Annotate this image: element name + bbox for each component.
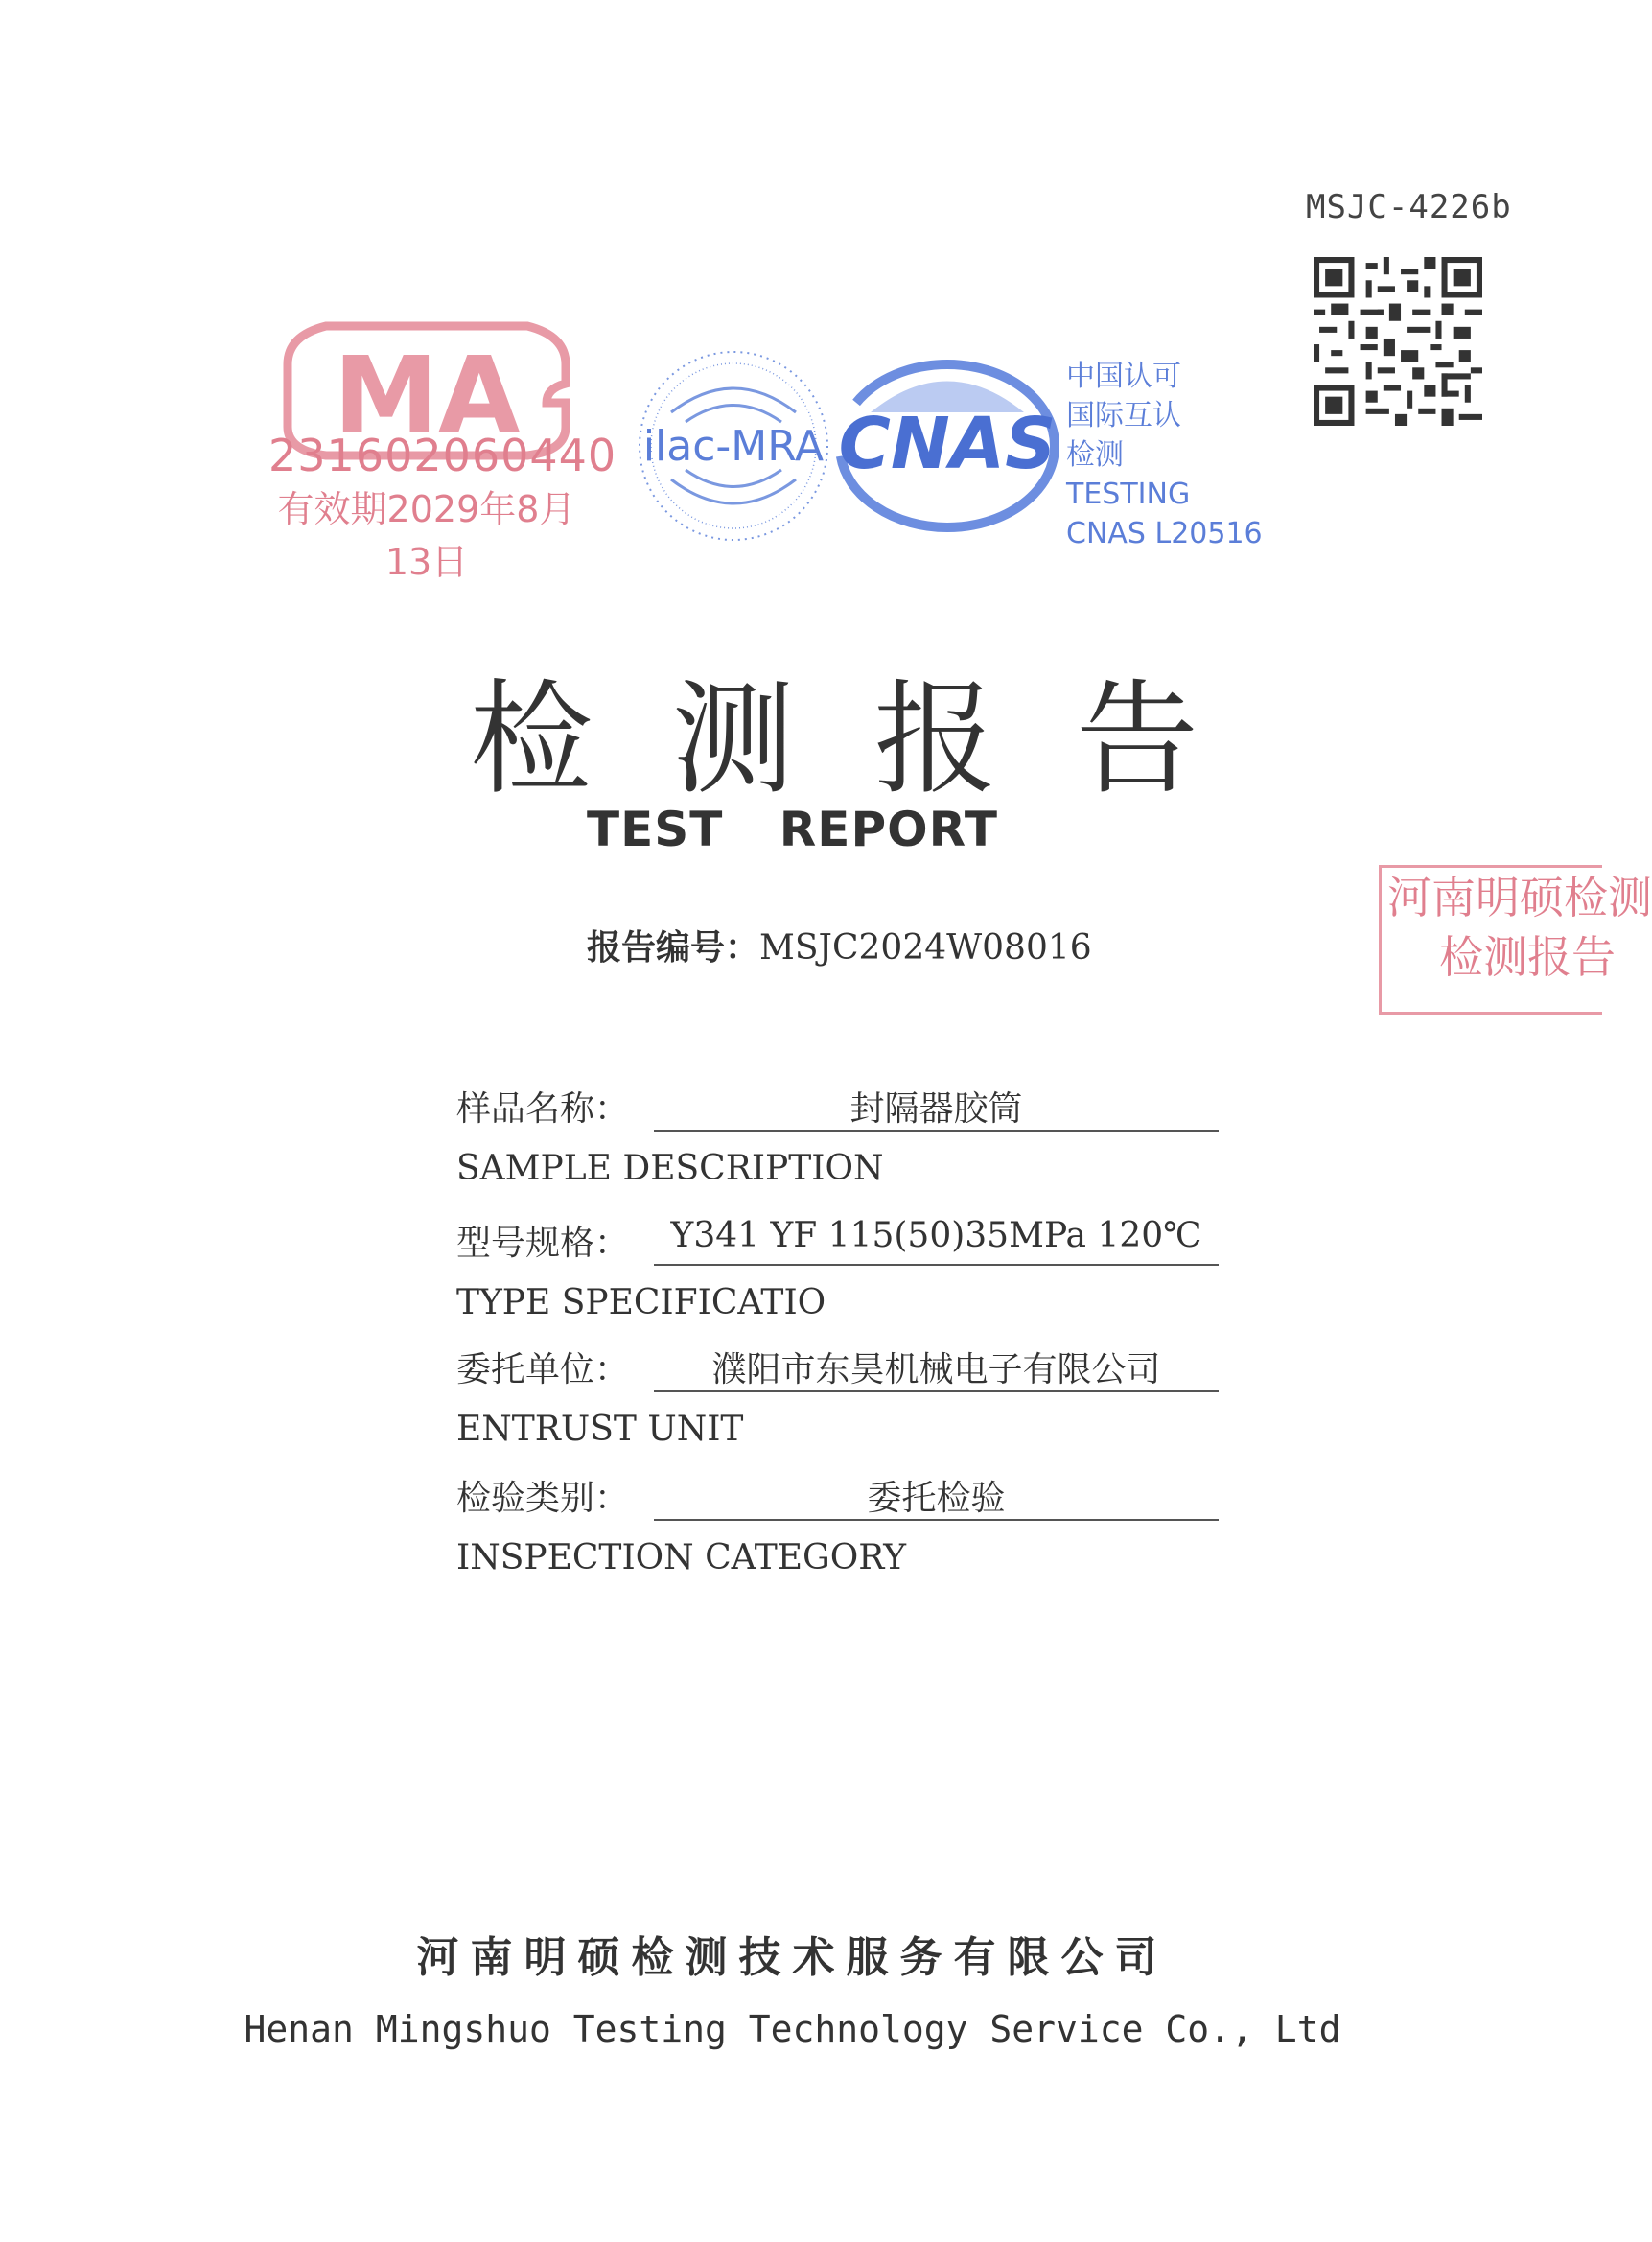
report-title-cn: [470, 641, 1198, 817]
report-number-label: 报告编号：: [587, 928, 760, 968]
cnas-side-text: [1066, 357, 1263, 553]
field-label-cn: 样品名称：: [456, 1089, 630, 1129]
cma-validity: 有效期2029年8月13日: [277, 488, 576, 583]
field-value: Y341 YF 115(50)35MPa 120℃: [654, 1216, 1219, 1266]
report-number: [587, 921, 1092, 969]
cma-logo-text: MA: [333, 334, 521, 456]
cnas-line: 检测: [1066, 438, 1124, 472]
seal-line: 河南明硕检测: [1387, 872, 1652, 923]
cnas-line: CNAS L20516: [1066, 517, 1263, 550]
cnas-line: 中国认可: [1066, 360, 1181, 393]
title-char: 检: [470, 668, 593, 811]
seal-line: 检测报告: [1439, 931, 1616, 983]
cnas-logo-text: CNAS: [838, 403, 1057, 485]
document-code: MSJC-4226b: [1306, 188, 1512, 226]
field-label-en: INSPECTION CATEGORY: [456, 1538, 907, 1577]
cnas-line: 国际互认: [1066, 399, 1181, 432]
report-title-en: TEST REPORT: [587, 802, 998, 857]
company-name-en: Henan Mingshuo Testing Technology Service Co., Ltd: [244, 2008, 1341, 2050]
side-seal-stamp: [1379, 865, 1652, 1015]
report-number-value: MSJC2024W08016: [759, 928, 1092, 968]
field-label-en: TYPE SPECIFICATIO: [456, 1283, 826, 1322]
field-label-cn: 检验类别：: [456, 1479, 630, 1518]
field-label-cn: 型号规格：: [456, 1224, 630, 1263]
cnas-line: TESTING: [1066, 478, 1191, 511]
cnas-logo: [832, 355, 1062, 537]
field-label-en: SAMPLE DESCRIPTION: [456, 1149, 884, 1188]
ilac-logo-text: ilac-MRA: [642, 422, 825, 471]
field-value: 委托检验: [654, 1471, 1219, 1521]
title-char: 报: [873, 668, 997, 811]
field-value: 封隔器胶筒: [654, 1082, 1219, 1132]
ilac-mra-logo: [633, 345, 834, 547]
title-char: 告: [1075, 668, 1198, 811]
field-label-cn: 委托单位：: [456, 1350, 630, 1390]
cma-number: 231602060440: [268, 430, 617, 481]
title-char: 测: [671, 668, 795, 811]
field-value: 濮阳市东昊机械电子有限公司: [654, 1343, 1219, 1392]
company-name-cn: 河南明硕检测技术服务有限公司: [416, 1933, 1169, 1982]
qr-code-icon: [1314, 257, 1482, 426]
field-label-en: ENTRUST UNIT: [456, 1410, 744, 1449]
